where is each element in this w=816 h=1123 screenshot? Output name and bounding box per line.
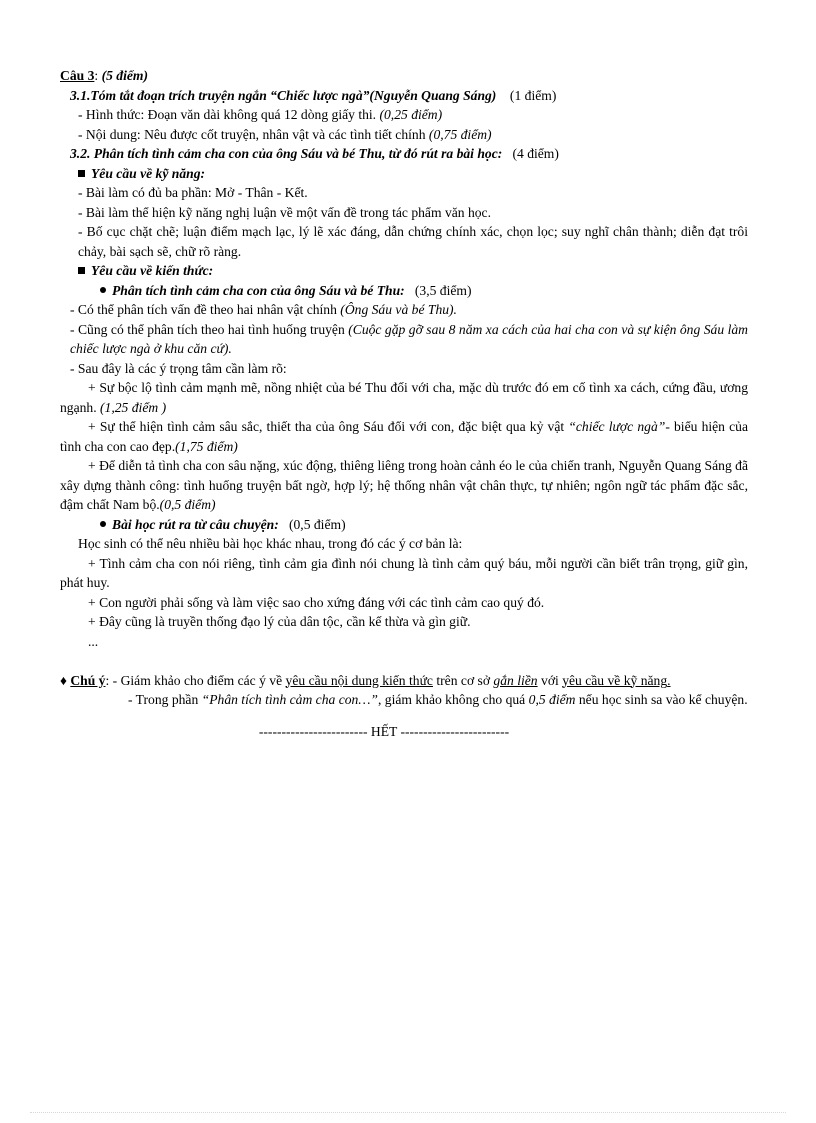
note-text-3: với bbox=[541, 672, 559, 688]
note-underline-3: yêu cầu về kỹ năng bbox=[562, 672, 668, 688]
point-1-text: + Sự bộc lộ tình cảm mạnh mẽ, nồng nhiệt của bé Thu đối với cha, mặc dù trước đó em cố tình xa cách, cứng đầu, ương ngạnh. bbox=[60, 380, 748, 415]
diamond-icon: ♦ bbox=[60, 672, 67, 688]
section-3-1-points: (1 điểm) bbox=[509, 87, 557, 103]
lesson-2: + Con người phải sống và làm việc sao cho xứng đáng với các tình cảm cao quý đó. bbox=[88, 594, 545, 610]
approach-2-italic: (Cuộc gặp gỡ sau 8 năm xa cách của hai cha con và sự kiện ông Sáu làm chiếc lược ngà ở khu căn cứ). bbox=[70, 321, 748, 356]
approach-1-italic: (Ông Sáu và bé Thu). bbox=[340, 302, 457, 317]
skills-item-2: - Bài làm thể hiện kỹ năng nghị luận về một vấn đề trong tác phẩm văn học. bbox=[78, 204, 491, 220]
knowledge-heading bbox=[60, 261, 748, 281]
note-text-2: trên cơ sở bbox=[436, 672, 491, 688]
note-2-text-c: , giám khảo không cho quá bbox=[377, 692, 526, 707]
round-bullet-icon bbox=[100, 287, 106, 293]
ellipsis: ... bbox=[88, 633, 99, 649]
point-1 bbox=[60, 378, 748, 417]
form-points: (0,25 điểm) bbox=[379, 107, 443, 122]
section-3-1-text: 3.1.Tóm tắt đoạn trích truyện ngắn “Chiếc lược ngà”(Nguyễn Quang Sáng) bbox=[70, 87, 497, 103]
content-text: - Nội dung: Nêu được cốt truyện, nhân vật và các tình tiết chính bbox=[78, 126, 426, 142]
point-3-points: (0,5 điểm) bbox=[159, 497, 216, 512]
sub1-title: Phân tích tình cảm cha con của ông Sáu và bé Thu: bbox=[112, 282, 405, 298]
lesson-3: + Đây cũng là truyền thống đạo lý của dân tộc, cần kế thừa và gìn giữ. bbox=[88, 614, 471, 629]
point-3-text: + Để diễn tả tình cha con sâu nặng, xúc động, thiêng liêng trong hoàn cảnh éo le của chiến tranh, Nguyễn Quang Sáng đã xây dựng thành công: tình huống truyện bất ngờ, hợp lý; hệ thống nhân vật chân thực, tự nhiên; ngôn ngữ tác phẩm đặc sắc, đậm chất Nam bộ. bbox=[60, 458, 748, 512]
point-2-text: + Sự thể hiện tình cảm sâu sắc, thiết tha của ông Sáu đối với con, đặc biệt qua kỷ vật bbox=[88, 419, 565, 434]
document-body bbox=[60, 66, 748, 741]
sub2-points: (0,5 điểm) bbox=[288, 516, 346, 532]
point-2-points: (1,75 điểm) bbox=[175, 438, 238, 454]
square-bullet-icon bbox=[78, 267, 85, 274]
square-bullet-icon bbox=[78, 170, 85, 177]
point-1-points: (1,25 điểm ) bbox=[100, 399, 167, 415]
note-2-text-a: - Trong phần bbox=[128, 692, 199, 707]
note-text-4: . bbox=[667, 672, 671, 688]
end-marker: ------------------------ HẾT ------------------------ bbox=[258, 723, 510, 739]
skills-item-1: - Bài làm có đủ ba phần: Mở - Thân - Kết. bbox=[78, 185, 308, 200]
skills-title: Yêu cầu về kỹ năng: bbox=[91, 165, 206, 181]
point-2-italic: “chiếc lược ngà” bbox=[568, 419, 666, 434]
question-heading bbox=[60, 66, 748, 86]
point-2 bbox=[60, 417, 748, 456]
approach-2-text: - Cũng có thể phân tích theo hai tình huống truyện bbox=[70, 321, 345, 337]
content-requirement bbox=[60, 125, 748, 145]
note-underline-1: yêu cầu nội dung kiến thức bbox=[285, 672, 433, 688]
sub2-title: Bài học rút ra từ câu chuyện: bbox=[112, 516, 279, 532]
section-3-2-title bbox=[60, 144, 748, 164]
note-1 bbox=[60, 671, 748, 691]
heading-sep: : bbox=[94, 68, 99, 83]
lesson-intro: Học sinh có thể nêu nhiều bài học khác nhau, trong đó các ý cơ bản là: bbox=[78, 536, 463, 551]
knowledge-sub1-heading bbox=[60, 281, 748, 301]
knowledge-sub2-heading bbox=[60, 515, 748, 535]
approach-3: - Sau đây là các ý trọng tâm cần làm rõ: bbox=[70, 360, 287, 376]
approach-1 bbox=[60, 300, 748, 320]
point-3 bbox=[60, 456, 748, 515]
approach-1-text: - Có thể phân tích vấn đề theo hai nhân vật chính bbox=[70, 302, 337, 317]
note-underline-2: gắn liền bbox=[493, 672, 538, 688]
content-points: (0,75 điểm) bbox=[428, 126, 492, 142]
point-2-rest: - biểu hiện của tình cha con cao đẹp. bbox=[60, 419, 748, 454]
skills-heading bbox=[60, 164, 748, 184]
knowledge-title: Yêu cầu về kiến thức: bbox=[91, 263, 214, 278]
note-2 bbox=[60, 690, 748, 710]
lesson-1: + Tình cảm cha con nói riêng, tình cảm gia đình nói chung là tình cảm quý báu, mỗi người cần biết trân trọng, giữ gìn, phát huy. bbox=[60, 555, 748, 590]
form-text: - Hình thức: Đoạn văn dài không quá 12 dòng giấy thi. bbox=[78, 107, 377, 122]
question-label: Câu 3 bbox=[60, 68, 95, 83]
sub1-points: (3,5 điểm) bbox=[414, 282, 472, 298]
round-bullet-icon bbox=[100, 521, 106, 527]
note-2-points: 0,5 điểm bbox=[528, 692, 576, 707]
note-2-italic: “Phân tích tình cảm cha con…” bbox=[201, 692, 378, 707]
note-label: Chú ý bbox=[70, 672, 106, 688]
section-3-1-title bbox=[60, 86, 748, 106]
question-points: (5 điểm) bbox=[101, 68, 148, 83]
section-3-2-text: 3.2. Phân tích tình cảm cha con của ông Sáu và bé Thu, từ đó rút ra bài học: bbox=[70, 146, 503, 161]
note-2-text-e: nếu học sinh sa vào kể chuyện. bbox=[578, 692, 748, 707]
approach-2 bbox=[60, 320, 748, 359]
form-requirement bbox=[60, 105, 748, 125]
page-bottom-divider bbox=[30, 1112, 786, 1113]
skills-item-3: - Bố cục chặt chẽ; luận điểm mạch lạc, lý lẽ xác đáng, dẫn chứng chính xác, chọn lọc; suy nghĩ chân thành; diễn đạt trôi chảy, bài sạch sẽ, chữ rõ ràng. bbox=[78, 224, 748, 259]
note-text-1: : - Giám khảo cho điểm các ý về bbox=[105, 672, 283, 688]
section-3-2-points: (4 điểm) bbox=[512, 146, 559, 161]
